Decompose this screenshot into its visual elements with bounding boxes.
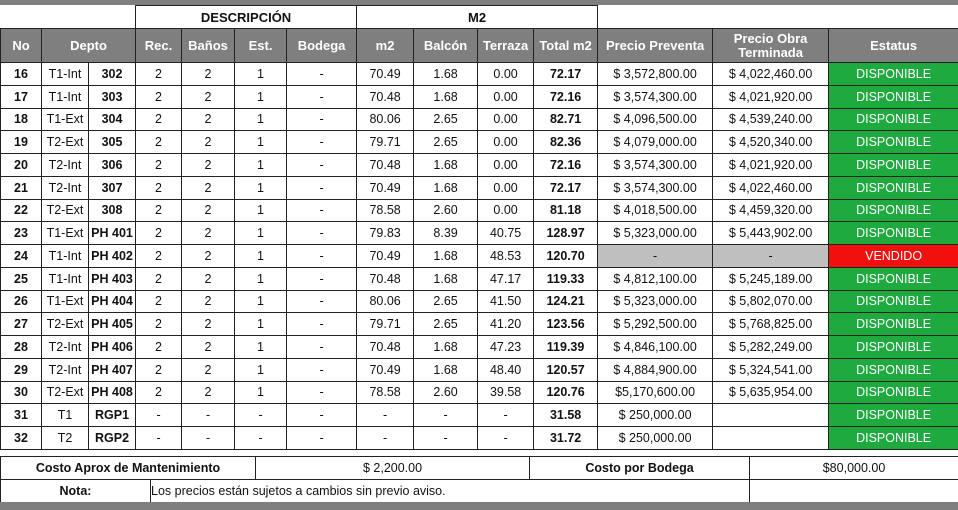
row-m2: -	[357, 404, 414, 427]
row-balcon: 1.68	[414, 336, 478, 359]
row-balcon: -	[414, 427, 478, 450]
row-precio-obra: $ 5,635,954.00	[713, 381, 829, 404]
status-badge: DISPONIBLE	[829, 427, 958, 450]
row-terraza: 47.17	[478, 267, 534, 290]
row-total-m2: 81.18	[534, 199, 598, 222]
row-precio-preventa: $ 4,018,500.00	[598, 199, 713, 222]
row-no: 25	[1, 267, 42, 290]
status-badge: DISPONIBLE	[829, 85, 958, 108]
row-bodega: -	[287, 222, 357, 245]
table-row	[1, 154, 958, 177]
row-no: 21	[1, 176, 42, 199]
row-banos: 2	[182, 336, 235, 359]
row-banos: 2	[182, 290, 235, 313]
status-badge: DISPONIBLE	[829, 63, 958, 86]
row-precio-obra: $ 5,324,541.00	[713, 358, 829, 381]
row-total-m2: 72.16	[534, 154, 598, 177]
row-rec: 2	[136, 222, 182, 245]
row-balcon: 1.68	[414, 245, 478, 268]
row-terraza: 48.53	[478, 245, 534, 268]
group-blank-right	[598, 6, 958, 29]
col-no: No	[1, 29, 42, 63]
row-precio-preventa: $ 3,574,300.00	[598, 85, 713, 108]
row-bodega: -	[287, 154, 357, 177]
row-banos: -	[182, 404, 235, 427]
table-row	[1, 131, 958, 154]
table-row	[1, 85, 958, 108]
row-tipo: T1-Int	[42, 267, 89, 290]
row-total-m2: 72.16	[534, 85, 598, 108]
row-terraza: 41.20	[478, 313, 534, 336]
row-balcon: 1.68	[414, 154, 478, 177]
mantenimiento-label: Costo Aprox de Mantenimiento	[1, 457, 256, 480]
row-est: 1	[235, 63, 287, 86]
row-terraza: 0.00	[478, 108, 534, 131]
row-unit: 306	[89, 154, 136, 177]
row-precio-preventa: $ 4,884,900.00	[598, 358, 713, 381]
row-precio-obra: $ 4,021,920.00	[713, 154, 829, 177]
status-badge: DISPONIBLE	[829, 381, 958, 404]
row-no: 28	[1, 336, 42, 359]
row-no: 18	[1, 108, 42, 131]
row-balcon: 2.65	[414, 290, 478, 313]
bottom-strip	[0, 502, 958, 510]
row-est: 1	[235, 290, 287, 313]
row-bodega: -	[287, 199, 357, 222]
row-m2: 80.06	[357, 108, 414, 131]
row-banos: 2	[182, 358, 235, 381]
row-bodega: -	[287, 267, 357, 290]
table-row	[1, 404, 958, 427]
row-rec: 2	[136, 154, 182, 177]
status-badge: DISPONIBLE	[829, 336, 958, 359]
table-row	[1, 245, 958, 268]
status-badge: VENDIDO	[829, 245, 958, 268]
row-tipo: T2	[42, 427, 89, 450]
group-m2: M2	[357, 6, 598, 29]
row-unit: 304	[89, 108, 136, 131]
row-tipo: T2-Int	[42, 336, 89, 359]
row-m2: 70.49	[357, 245, 414, 268]
row-tipo: T1-Ext	[42, 222, 89, 245]
row-tipo: T2-Ext	[42, 199, 89, 222]
row-tipo: T1-Int	[42, 245, 89, 268]
row-bodega: -	[287, 245, 357, 268]
col-precio-obra: Precio Obra Terminada	[713, 29, 829, 63]
row-banos: 2	[182, 245, 235, 268]
row-rec: 2	[136, 108, 182, 131]
row-tipo: T2-Int	[42, 176, 89, 199]
row-unit: 307	[89, 176, 136, 199]
col-depto: Depto	[42, 29, 136, 63]
row-balcon: 1.68	[414, 267, 478, 290]
row-banos: 2	[182, 222, 235, 245]
row-tipo: T1-Int	[42, 85, 89, 108]
row-precio-preventa: $ 250,000.00	[598, 404, 713, 427]
row-rec: 2	[136, 63, 182, 86]
row-precio-preventa: $ 5,323,000.00	[598, 290, 713, 313]
row-no: 22	[1, 199, 42, 222]
row-rec: -	[136, 404, 182, 427]
status-badge: DISPONIBLE	[829, 131, 958, 154]
col-est: Est.	[235, 29, 287, 63]
row-rec: 2	[136, 358, 182, 381]
row-precio-obra: $ 4,022,460.00	[713, 63, 829, 86]
row-total-m2: 119.33	[534, 267, 598, 290]
row-terraza: 41.50	[478, 290, 534, 313]
row-tipo: T1-Ext	[42, 290, 89, 313]
status-badge: DISPONIBLE	[829, 290, 958, 313]
row-m2: -	[357, 427, 414, 450]
row-precio-obra: $ 5,768,825.00	[713, 313, 829, 336]
row-bodega: -	[287, 358, 357, 381]
row-rec: 2	[136, 267, 182, 290]
row-no: 20	[1, 154, 42, 177]
row-terraza: -	[478, 404, 534, 427]
row-rec: 2	[136, 131, 182, 154]
row-precio-obra	[713, 427, 829, 450]
table-row	[1, 427, 958, 450]
table-row	[1, 336, 958, 359]
row-terraza: 47.23	[478, 336, 534, 359]
row-m2: 78.58	[357, 381, 414, 404]
row-m2: 70.48	[357, 267, 414, 290]
price-list-table	[0, 5, 958, 450]
row-total-m2: 119.39	[534, 336, 598, 359]
row-balcon: 1.68	[414, 63, 478, 86]
row-bodega: -	[287, 381, 357, 404]
row-tipo: T2-Int	[42, 154, 89, 177]
row-m2: 80.06	[357, 290, 414, 313]
row-est: 1	[235, 176, 287, 199]
row-unit: 303	[89, 85, 136, 108]
row-bodega: -	[287, 313, 357, 336]
footer-table	[0, 456, 958, 503]
row-balcon: 2.65	[414, 131, 478, 154]
row-precio-obra: $ 4,021,920.00	[713, 85, 829, 108]
row-m2: 70.49	[357, 176, 414, 199]
row-terraza: -	[478, 427, 534, 450]
row-no: 30	[1, 381, 42, 404]
row-no: 26	[1, 290, 42, 313]
table-row	[1, 313, 958, 336]
status-badge: DISPONIBLE	[829, 176, 958, 199]
row-est: 1	[235, 199, 287, 222]
row-banos: 2	[182, 108, 235, 131]
row-m2: 70.48	[357, 154, 414, 177]
row-precio-preventa: $ 250,000.00	[598, 427, 713, 450]
row-m2: 70.49	[357, 358, 414, 381]
row-rec: -	[136, 427, 182, 450]
row-rec: 2	[136, 381, 182, 404]
row-unit: PH 405	[89, 313, 136, 336]
row-rec: 2	[136, 313, 182, 336]
bodega-label: Costo por Bodega	[530, 457, 750, 480]
row-unit: RGP1	[89, 404, 136, 427]
row-m2: 79.83	[357, 222, 414, 245]
row-bodega: -	[287, 176, 357, 199]
row-balcon: 8.39	[414, 222, 478, 245]
table-row	[1, 267, 958, 290]
col-terraza: Terraza	[478, 29, 534, 63]
row-precio-obra: $ 4,539,240.00	[713, 108, 829, 131]
row-terraza: 0.00	[478, 176, 534, 199]
row-precio-obra: $ 5,443,902.00	[713, 222, 829, 245]
row-balcon: 2.65	[414, 108, 478, 131]
row-m2: 79.71	[357, 313, 414, 336]
row-est: 1	[235, 131, 287, 154]
row-terraza: 0.00	[478, 154, 534, 177]
row-banos: 2	[182, 176, 235, 199]
row-est: 1	[235, 358, 287, 381]
row-total-m2: 120.57	[534, 358, 598, 381]
row-precio-preventa: $ 3,574,300.00	[598, 176, 713, 199]
row-unit: PH 403	[89, 267, 136, 290]
row-m2: 70.49	[357, 63, 414, 86]
group-header-row	[1, 6, 958, 29]
table-row	[1, 63, 958, 86]
row-unit: 308	[89, 199, 136, 222]
row-no: 27	[1, 313, 42, 336]
row-est: 1	[235, 381, 287, 404]
row-total-m2: 72.17	[534, 176, 598, 199]
row-rec: 2	[136, 199, 182, 222]
row-total-m2: 31.58	[534, 404, 598, 427]
row-no: 24	[1, 245, 42, 268]
row-precio-obra: $ 5,245,189.00	[713, 267, 829, 290]
row-bodega: -	[287, 404, 357, 427]
column-header-row	[1, 29, 958, 63]
row-terraza: 48.40	[478, 358, 534, 381]
row-precio-obra	[713, 404, 829, 427]
row-precio-obra: -	[713, 245, 829, 268]
row-precio-preventa: $ 3,574,300.00	[598, 154, 713, 177]
row-terraza: 0.00	[478, 199, 534, 222]
row-no: 19	[1, 131, 42, 154]
row-est: 1	[235, 267, 287, 290]
row-precio-obra: $ 4,022,460.00	[713, 176, 829, 199]
row-balcon: 2.60	[414, 199, 478, 222]
col-banos: Baños	[182, 29, 235, 63]
row-unit: PH 404	[89, 290, 136, 313]
group-descripcion: DESCRIPCIÓN	[136, 6, 357, 29]
row-rec: 2	[136, 336, 182, 359]
row-banos: 2	[182, 63, 235, 86]
row-precio-obra: $ 5,802,070.00	[713, 290, 829, 313]
table-row	[1, 108, 958, 131]
status-badge: DISPONIBLE	[829, 154, 958, 177]
row-terraza: 0.00	[478, 85, 534, 108]
row-banos: -	[182, 427, 235, 450]
row-total-m2: 120.70	[534, 245, 598, 268]
row-est: 1	[235, 154, 287, 177]
row-m2: 78.58	[357, 199, 414, 222]
nota-blank	[750, 480, 958, 503]
row-tipo: T1	[42, 404, 89, 427]
row-unit: PH 402	[89, 245, 136, 268]
row-balcon: 1.68	[414, 176, 478, 199]
row-precio-preventa: $ 4,846,100.00	[598, 336, 713, 359]
row-m2: 79.71	[357, 131, 414, 154]
row-total-m2: 72.17	[534, 63, 598, 86]
row-precio-obra: $ 4,459,320.00	[713, 199, 829, 222]
col-rec: Rec.	[136, 29, 182, 63]
row-precio-preventa: $ 3,572,800.00	[598, 63, 713, 86]
row-total-m2: 120.76	[534, 381, 598, 404]
row-est: 1	[235, 245, 287, 268]
table-row	[1, 222, 958, 245]
row-banos: 2	[182, 313, 235, 336]
row-precio-preventa: $ 5,292,500.00	[598, 313, 713, 336]
row-banos: 2	[182, 154, 235, 177]
row-precio-preventa: -	[598, 245, 713, 268]
row-balcon: -	[414, 404, 478, 427]
row-m2: 70.48	[357, 336, 414, 359]
row-tipo: T2-Ext	[42, 131, 89, 154]
row-total-m2: 31.72	[534, 427, 598, 450]
status-badge: DISPONIBLE	[829, 358, 958, 381]
status-badge: DISPONIBLE	[829, 267, 958, 290]
row-tipo: T2-Int	[42, 358, 89, 381]
row-tipo: T2-Ext	[42, 381, 89, 404]
row-bodega: -	[287, 63, 357, 86]
row-unit: 302	[89, 63, 136, 86]
row-est: -	[235, 404, 287, 427]
nota-text: Los precios están sujetos a cambios sin previo aviso.	[151, 480, 750, 503]
status-badge: DISPONIBLE	[829, 199, 958, 222]
row-total-m2: 124.21	[534, 290, 598, 313]
row-balcon: 2.65	[414, 313, 478, 336]
row-banos: 2	[182, 381, 235, 404]
row-unit: PH 407	[89, 358, 136, 381]
row-precio-obra: $ 4,520,340.00	[713, 131, 829, 154]
row-bodega: -	[287, 290, 357, 313]
row-unit: RGP2	[89, 427, 136, 450]
row-est: 1	[235, 313, 287, 336]
row-tipo: T1-Int	[42, 63, 89, 86]
status-badge: DISPONIBLE	[829, 108, 958, 131]
status-badge: DISPONIBLE	[829, 404, 958, 427]
row-tipo: T2-Ext	[42, 313, 89, 336]
col-balcon: Balcón	[414, 29, 478, 63]
row-terraza: 0.00	[478, 131, 534, 154]
footer-costs-row	[1, 457, 958, 480]
bodega-value: $80,000.00	[750, 457, 958, 480]
row-precio-preventa: $ 4,096,500.00	[598, 108, 713, 131]
row-no: 31	[1, 404, 42, 427]
row-terraza: 39.58	[478, 381, 534, 404]
table-row	[1, 358, 958, 381]
row-bodega: -	[287, 85, 357, 108]
col-total-m2: Total m2	[534, 29, 598, 63]
row-no: 29	[1, 358, 42, 381]
row-rec: 2	[136, 176, 182, 199]
mantenimiento-value: $ 2,200.00	[256, 457, 530, 480]
group-blank	[1, 6, 136, 29]
row-bodega: -	[287, 108, 357, 131]
row-total-m2: 82.36	[534, 131, 598, 154]
row-unit: PH 408	[89, 381, 136, 404]
row-banos: 2	[182, 85, 235, 108]
row-balcon: 2.60	[414, 381, 478, 404]
row-banos: 2	[182, 267, 235, 290]
row-precio-preventa: $ 5,323,000.00	[598, 222, 713, 245]
row-no: 17	[1, 85, 42, 108]
row-bodega: -	[287, 131, 357, 154]
row-rec: 2	[136, 290, 182, 313]
row-banos: 2	[182, 131, 235, 154]
table-row	[1, 176, 958, 199]
row-no: 16	[1, 63, 42, 86]
row-est: 1	[235, 222, 287, 245]
row-unit: PH 406	[89, 336, 136, 359]
table-row	[1, 290, 958, 313]
row-balcon: 1.68	[414, 85, 478, 108]
col-precio-preventa: Precio Preventa	[598, 29, 713, 63]
row-est: 1	[235, 108, 287, 131]
row-bodega: -	[287, 427, 357, 450]
col-m2: m2	[357, 29, 414, 63]
row-est: -	[235, 427, 287, 450]
row-no: 23	[1, 222, 42, 245]
row-rec: 2	[136, 85, 182, 108]
status-badge: DISPONIBLE	[829, 222, 958, 245]
row-bodega: -	[287, 336, 357, 359]
row-est: 1	[235, 85, 287, 108]
row-unit: PH 401	[89, 222, 136, 245]
footer-nota-row	[1, 480, 958, 503]
table-row	[1, 199, 958, 222]
row-banos: 2	[182, 199, 235, 222]
row-total-m2: 128.97	[534, 222, 598, 245]
row-rec: 2	[136, 245, 182, 268]
nota-label: Nota:	[1, 480, 151, 503]
row-tipo: T1-Ext	[42, 108, 89, 131]
row-total-m2: 123.56	[534, 313, 598, 336]
row-total-m2: 82.71	[534, 108, 598, 131]
col-estatus: Estatus	[829, 29, 958, 63]
row-no: 32	[1, 427, 42, 450]
row-precio-preventa: $ 4,812,100.00	[598, 267, 713, 290]
col-bodega: Bodega	[287, 29, 357, 63]
row-precio-obra: $ 5,282,249.00	[713, 336, 829, 359]
row-precio-preventa: $ 4,079,000.00	[598, 131, 713, 154]
row-unit: 305	[89, 131, 136, 154]
status-badge: DISPONIBLE	[829, 313, 958, 336]
table-row	[1, 381, 958, 404]
row-est: 1	[235, 336, 287, 359]
row-m2: 70.48	[357, 85, 414, 108]
row-terraza: 0.00	[478, 63, 534, 86]
row-terraza: 40.75	[478, 222, 534, 245]
row-precio-preventa: $5,170,600.00	[598, 381, 713, 404]
row-balcon: 1.68	[414, 358, 478, 381]
